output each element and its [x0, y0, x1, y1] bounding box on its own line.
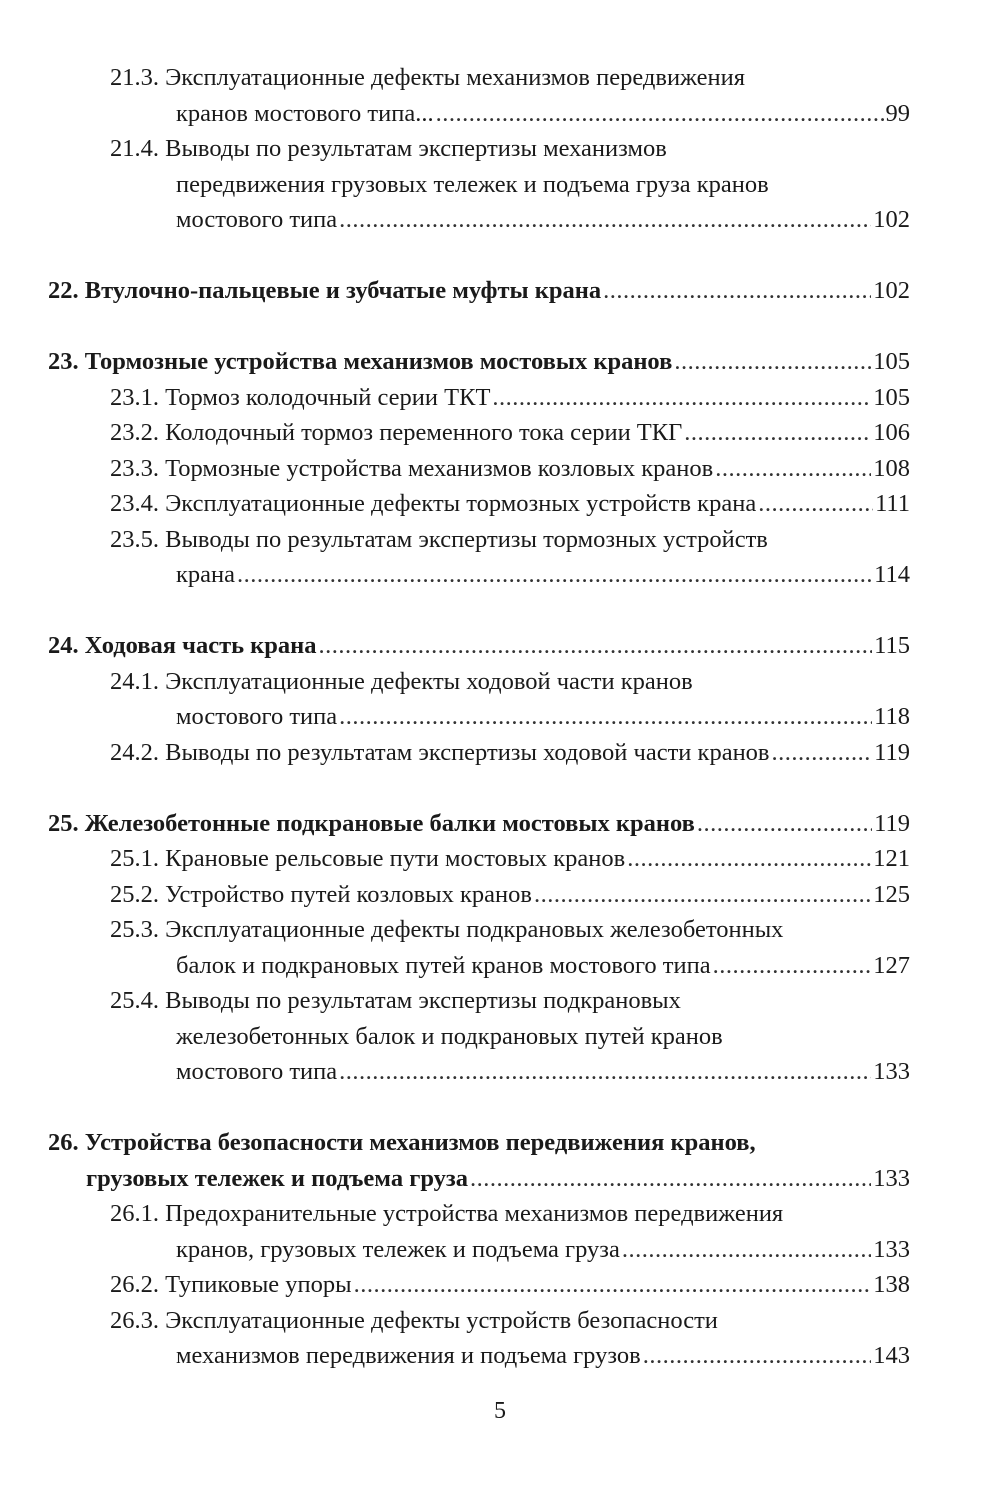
- toc-entry-number: 23.5.: [110, 525, 159, 553]
- toc-entry-number: 25.: [48, 809, 79, 837]
- toc-dot-leader: [715, 451, 871, 487]
- toc-entry-number: 23.3.: [110, 454, 159, 482]
- toc-entry-number: 22.: [48, 277, 79, 304]
- toc-entry-title: Тормозные устройства механизмов мостовых кранов: [84, 348, 673, 375]
- toc-entry-title: грузовых тележек и подъема груза: [86, 1164, 468, 1192]
- toc-entry-number: 25.1.: [110, 845, 159, 872]
- toc-entry-number: 23.4.: [110, 490, 159, 517]
- toc-entry-title: мостового типа: [176, 206, 338, 233]
- toc-dot-leader: [339, 699, 872, 735]
- toc-dot-leader: [684, 415, 871, 451]
- toc-section-entry: [48, 735, 910, 771]
- toc-entry-title: Выводы по результатам экспертизы подкрановых: [165, 987, 681, 1014]
- toc-entry-number: 25.4.: [110, 987, 159, 1014]
- toc-entry-number: 21.3.: [110, 64, 159, 91]
- toc-entry-title: мостового типа: [176, 703, 338, 730]
- toc-entry-number: 24.2.: [110, 738, 159, 766]
- toc-entry-title: Выводы по результатам экспертизы ходовой части кранов: [165, 738, 770, 766]
- toc-dot-leader: [603, 273, 871, 309]
- toc-chapter-entry: [48, 1125, 910, 1161]
- toc-entry-number: 26.2.: [110, 1271, 159, 1298]
- toc-page-number: 114: [874, 561, 910, 588]
- toc-chapter-entry: [48, 628, 910, 664]
- toc-continuation-line: [48, 1232, 910, 1268]
- toc-entry-title: Эксплуатационные дефекты ходовой части кранов: [165, 667, 693, 695]
- toc-entry-title: балок и подкрановых путей кранов мостового типа: [176, 951, 711, 979]
- section-gap: [48, 770, 910, 806]
- toc-entry-title: Эксплуатационные дефекты тормозных устройств крана: [165, 490, 757, 517]
- toc-page-number: 121: [873, 845, 910, 872]
- toc-dot-leader: [674, 344, 871, 380]
- toc-dot-leader: [436, 96, 884, 132]
- toc-dot-leader: [354, 1267, 872, 1303]
- toc-dot-leader: [339, 1054, 871, 1090]
- section-gap: [48, 1090, 910, 1126]
- toc-continuation-line: [48, 96, 910, 132]
- toc-dot-leader: [319, 628, 873, 664]
- toc-page-number: 133: [873, 1058, 910, 1085]
- toc-section-entry: [48, 664, 910, 700]
- toc-entry-number: 23.1.: [110, 383, 159, 411]
- toc-dot-leader: [772, 735, 873, 771]
- toc-dot-leader: [470, 1161, 871, 1197]
- toc-page-number: 105: [873, 348, 910, 375]
- toc-entry-title: Выводы по результатам экспертизы механизмов: [165, 135, 667, 162]
- toc-section-entry: [48, 841, 910, 877]
- toc-entry-title: мостового типа: [176, 1058, 338, 1085]
- toc-entry-number: 26.: [48, 1129, 79, 1156]
- toc-entry-number: 21.4.: [110, 135, 159, 162]
- toc-entry-title: кранов мостового типа...: [176, 99, 434, 127]
- toc-continuation-line: [48, 699, 910, 735]
- toc-entry-number: 23.2.: [110, 419, 159, 446]
- toc-entry-title: Втулочно-пальцевые и зубчатые муфты крана: [84, 277, 602, 304]
- toc-dot-leader: [643, 1338, 872, 1374]
- toc-section-entry: [48, 131, 910, 167]
- toc-chapter-entry: [48, 806, 910, 842]
- toc-continuation-line: [48, 948, 910, 984]
- toc-continuation-line: [48, 1019, 910, 1055]
- toc-section-entry: [48, 522, 910, 558]
- toc-entry-title: Ходовая часть крана: [84, 632, 317, 659]
- toc-page-number: 133: [873, 1164, 910, 1192]
- toc-continuation-line: [48, 1054, 910, 1090]
- toc-section-entry: [48, 1196, 910, 1232]
- toc-page-number: 102: [873, 277, 910, 304]
- toc-entry-title: передвижения грузовых тележек и подъема груза кранов: [176, 170, 769, 198]
- toc-entry-title: Крановые рельсовые пути мостовых кранов: [165, 845, 626, 872]
- toc-entry-number: 24.: [48, 632, 79, 659]
- toc-section-entry: [48, 451, 910, 487]
- toc-dot-leader: [758, 486, 873, 522]
- toc-page-number: 125: [873, 880, 910, 908]
- toc-entry-number: 26.1.: [110, 1200, 159, 1227]
- toc-entry-title: крана: [176, 561, 236, 588]
- toc-page-number: 102: [873, 206, 910, 233]
- toc-entry-title: Тормоз колодочный серии ТКТ: [165, 383, 491, 411]
- toc-entry-title: Эксплуатационные дефекты устройств безопасности: [165, 1306, 718, 1334]
- toc-page-number: 115: [874, 632, 910, 659]
- toc-entry-number: 23.: [48, 348, 79, 375]
- toc-page-number: 127: [873, 951, 910, 979]
- toc-entry-title: Эксплуатационные дефекты механизмов передвижения: [165, 64, 746, 91]
- toc-dot-leader: [237, 557, 872, 593]
- table-of-contents: [48, 60, 910, 1374]
- toc-entry-title: механизмов передвижения и подъема грузов: [176, 1342, 641, 1369]
- toc-page-number: 111: [875, 490, 910, 517]
- page-number: 5: [494, 1398, 506, 1424]
- section-gap: [48, 238, 910, 274]
- toc-dot-leader: [713, 948, 872, 984]
- toc-chapter-entry: [48, 1161, 910, 1197]
- toc-section-entry: [48, 380, 910, 416]
- toc-dot-leader: [627, 841, 871, 877]
- toc-entry-title: кранов, грузовых тележек и подъема груза: [176, 1235, 620, 1263]
- toc-entry-title: железобетонных балок и подкрановых путей кранов: [176, 1022, 723, 1050]
- toc-section-entry: [48, 877, 910, 913]
- toc-entry-title: Выводы по результатам экспертизы тормозных устройств: [165, 525, 768, 553]
- toc-entry-number: 25.2.: [110, 880, 159, 908]
- toc-page-number: 108: [873, 454, 910, 482]
- toc-chapter-entry: [48, 273, 910, 309]
- toc-continuation-line: [48, 1338, 910, 1374]
- toc-entry-title: Устройство путей козловых кранов: [165, 880, 532, 908]
- toc-chapter-entry: [48, 344, 910, 380]
- section-gap: [48, 593, 910, 629]
- toc-section-entry: [48, 60, 910, 96]
- toc-continuation-line: [48, 557, 910, 593]
- toc-entry-title: Колодочный тормоз переменного тока серии ТКГ: [165, 419, 683, 446]
- toc-page-number: 143: [873, 1342, 910, 1369]
- toc-entry-title: Предохранительные устройства механизмов передвижения: [165, 1200, 784, 1227]
- toc-continuation-line: [48, 202, 910, 238]
- toc-page-number: 118: [874, 703, 910, 730]
- toc-entry-number: 26.3.: [110, 1306, 159, 1334]
- toc-entry-title: Устройства безопасности механизмов передвижения кранов,: [84, 1129, 756, 1156]
- toc-page-number: 106: [873, 419, 910, 446]
- toc-continuation-line: [48, 167, 910, 203]
- toc-entry-title: Тупиковые упоры: [165, 1271, 352, 1298]
- section-gap: [48, 309, 910, 345]
- toc-dot-leader: [697, 806, 872, 842]
- toc-section-entry: [48, 1267, 910, 1303]
- toc-section-entry: [48, 983, 910, 1019]
- toc-page-number: 133: [873, 1235, 910, 1263]
- toc-section-entry: [48, 486, 910, 522]
- toc-dot-leader: [492, 380, 871, 416]
- toc-page-number: 119: [874, 809, 910, 837]
- toc-dot-leader: [622, 1232, 871, 1268]
- toc-page-number: 99: [885, 99, 910, 127]
- toc-section-entry: [48, 912, 910, 948]
- toc-entry-title: Тормозные устройства механизмов козловых кранов: [165, 454, 714, 482]
- toc-dot-leader: [534, 877, 871, 913]
- toc-page-number: 119: [874, 738, 910, 766]
- toc-dot-leader: [339, 202, 871, 238]
- toc-section-entry: [48, 415, 910, 451]
- toc-entry-title: Эксплуатационные дефекты подкрановых железобетонных: [165, 916, 784, 943]
- toc-entry-title: Железобетонные подкрановые балки мостовых кранов: [84, 809, 695, 837]
- toc-section-entry: [48, 1303, 910, 1339]
- toc-entry-number: 24.1.: [110, 667, 159, 695]
- toc-page-number: 138: [873, 1271, 910, 1298]
- toc-page-number: 105: [873, 383, 910, 411]
- toc-entry-number: 25.3.: [110, 916, 159, 943]
